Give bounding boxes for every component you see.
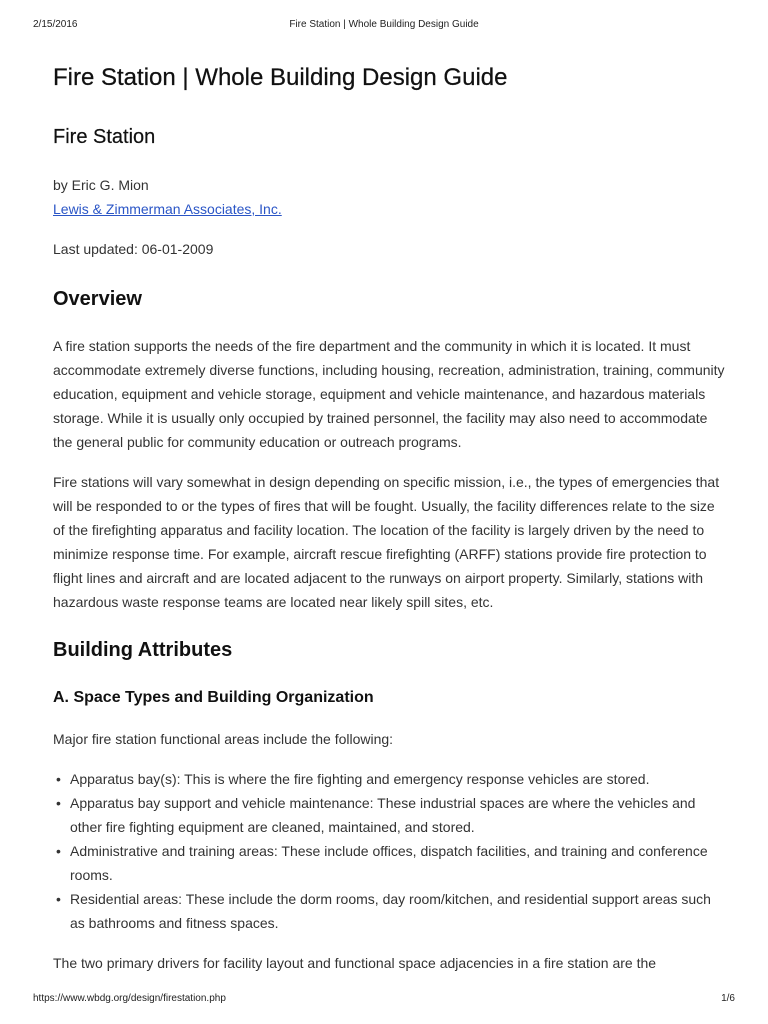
overview-paragraph-2: Fire stations will vary somewhat in design depending on specific mission, i.e., the types of emergencies that will be responded to or the types of fires that will be fought. Usually, the facility differences relate to the size of the firefighting apparatus and facility location. The location of the facility is largely driven by the need to minimize response time. For example, aircraft rescue firefighting (ARFF) stations provide fire protection to flight lines and aircraft and are located adjacent to the runways on airport property. Similarly, stations with hazardous waste response teams are located near likely spill sites, etc. [53, 474, 720, 610]
print-footer [33, 993, 735, 1007]
bullet-icon: • [56, 795, 61, 811]
functional-areas-intro: Major fire station functional areas include the following: [53, 731, 394, 747]
list-item [56, 887, 725, 935]
page-number: 1/6 [721, 993, 735, 1004]
print-header [33, 19, 735, 33]
last-updated: Last updated: 06-01-2009 [53, 241, 214, 257]
functional-areas-list [53, 767, 725, 935]
overview-paragraph-1: A fire station supports the needs of the fire department and the community in which it is located. It must accommodate extremely diverse functions, including housing, recreation, administration, training, community education, equipment and vehicle storage, equipment and vehicle maintenance, and hazardous materials storage. While it is usually only occupied by trained personnel, the facility may also need to accommodate the general public for community education or outreach programs. [53, 338, 725, 450]
list-item [56, 791, 725, 839]
author-affiliation [53, 201, 282, 217]
space-types-heading: A. Space Types and Building Organization [53, 689, 374, 706]
print-date: 2/15/2016 [33, 19, 78, 30]
print-page-title: Fire Station | Whole Building Design Guide [289, 19, 479, 30]
author-affiliation-link[interactable]: Lewis & Zimmerman Associates, Inc. [53, 201, 282, 217]
list-item-text: Apparatus bay support and vehicle maintenance: These industrial spaces are where the vehicles and other fire fighting equipment are cleaned, maintained, and stored. [70, 795, 696, 835]
overview-heading: Overview [53, 288, 142, 310]
document-title: Fire Station | Whole Building Design Guide [53, 64, 508, 91]
list-item [56, 767, 725, 791]
bullet-icon: • [56, 843, 61, 859]
page-title: Fire Station [53, 126, 156, 148]
print-url: https://www.wbdg.org/design/firestation.php [33, 993, 226, 1004]
building-attributes-heading: Building Attributes [53, 639, 233, 661]
byline: by Eric G. Mion [53, 177, 149, 193]
list-item-text: Administrative and training areas: These include offices, dispatch facilities, and training and conference rooms. [70, 843, 708, 883]
bullet-icon: • [56, 891, 61, 907]
list-item [56, 839, 725, 887]
list-item-text: Apparatus bay(s): This is where the fire fighting and emergency response vehicles are stored. [70, 771, 650, 787]
layout-drivers-text: The two primary drivers for facility layout and functional space adjacencies in a fire station are the [53, 955, 657, 971]
bullet-icon: • [56, 771, 61, 787]
list-item-text: Residential areas: These include the dorm rooms, day room/kitchen, and residential support areas such as bathrooms and fitness spaces. [70, 891, 711, 931]
